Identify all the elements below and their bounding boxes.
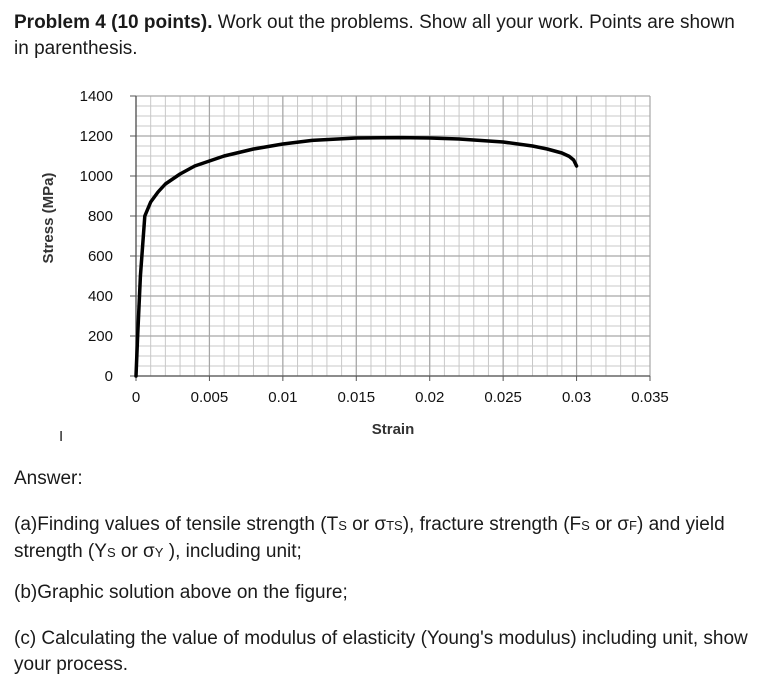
part-a-sub: TS: [386, 518, 403, 533]
y-tick-label: 1000: [79, 168, 113, 185]
answer-part-a: [14, 512, 754, 566]
y-tick-label: 600: [87, 248, 113, 265]
y-tick-label: 0: [104, 368, 113, 385]
part-a-text: or σ: [346, 514, 387, 535]
part-a-sub: S: [106, 545, 116, 560]
part-a-sub: S: [581, 518, 590, 533]
part-a-text: ), fracture strength (F: [402, 514, 582, 535]
y-tick-label: 400: [87, 288, 113, 305]
y-tick-labels: [80, 88, 113, 385]
y-tick-label: 1200: [79, 128, 113, 145]
y-tick-label: 800: [87, 208, 113, 225]
y-tick-label: 200: [87, 328, 113, 345]
x-tick-labels: [132, 389, 669, 406]
stray-mark: I: [59, 428, 64, 445]
x-tick-label: 0.01: [268, 389, 298, 406]
x-axis-title: Strain: [371, 421, 415, 438]
answer-part-c: (c) Calculating the value of modulus of elasticity (Young's modulus) including unit, show your process.: [14, 628, 748, 675]
x-tick-label: 0.03: [561, 389, 592, 406]
problem-title: Problem 4 (10 points).: [14, 12, 213, 33]
problem-statement: [14, 10, 754, 62]
x-tick-label: 0.025: [484, 389, 522, 406]
problem-instructions: Work out the problems. Show all your work. Points are shown in parenthesis.: [14, 12, 735, 59]
part-a-text: ), including unit;: [163, 541, 302, 562]
y-axis-title: Stress (MPa): [40, 172, 57, 264]
part-a-sub: S: [338, 518, 347, 533]
part-a-sub: Y: [154, 545, 164, 560]
x-tick-label: 0: [131, 389, 141, 406]
part-a-sub: F: [629, 518, 637, 533]
x-tick-label: 0.015: [337, 389, 376, 406]
part-a-text: or σ: [589, 514, 630, 535]
x-tick-label: 0.02: [415, 389, 445, 406]
part-a-text: ) and yield strength (Y: [14, 514, 725, 562]
answer-heading: Answer:: [14, 468, 83, 489]
part-a-text: (a)Finding values of tensile strength (T: [14, 514, 339, 535]
stress-strain-chart: [0, 85, 764, 445]
answer-part-b: (b)Graphic solution above on the figure;: [14, 582, 348, 603]
y-tick-label: 1400: [79, 88, 113, 105]
x-tick-label: 0.005: [190, 389, 229, 406]
x-tick-label: 0.035: [631, 389, 669, 406]
part-a-text: or σ: [115, 541, 155, 562]
